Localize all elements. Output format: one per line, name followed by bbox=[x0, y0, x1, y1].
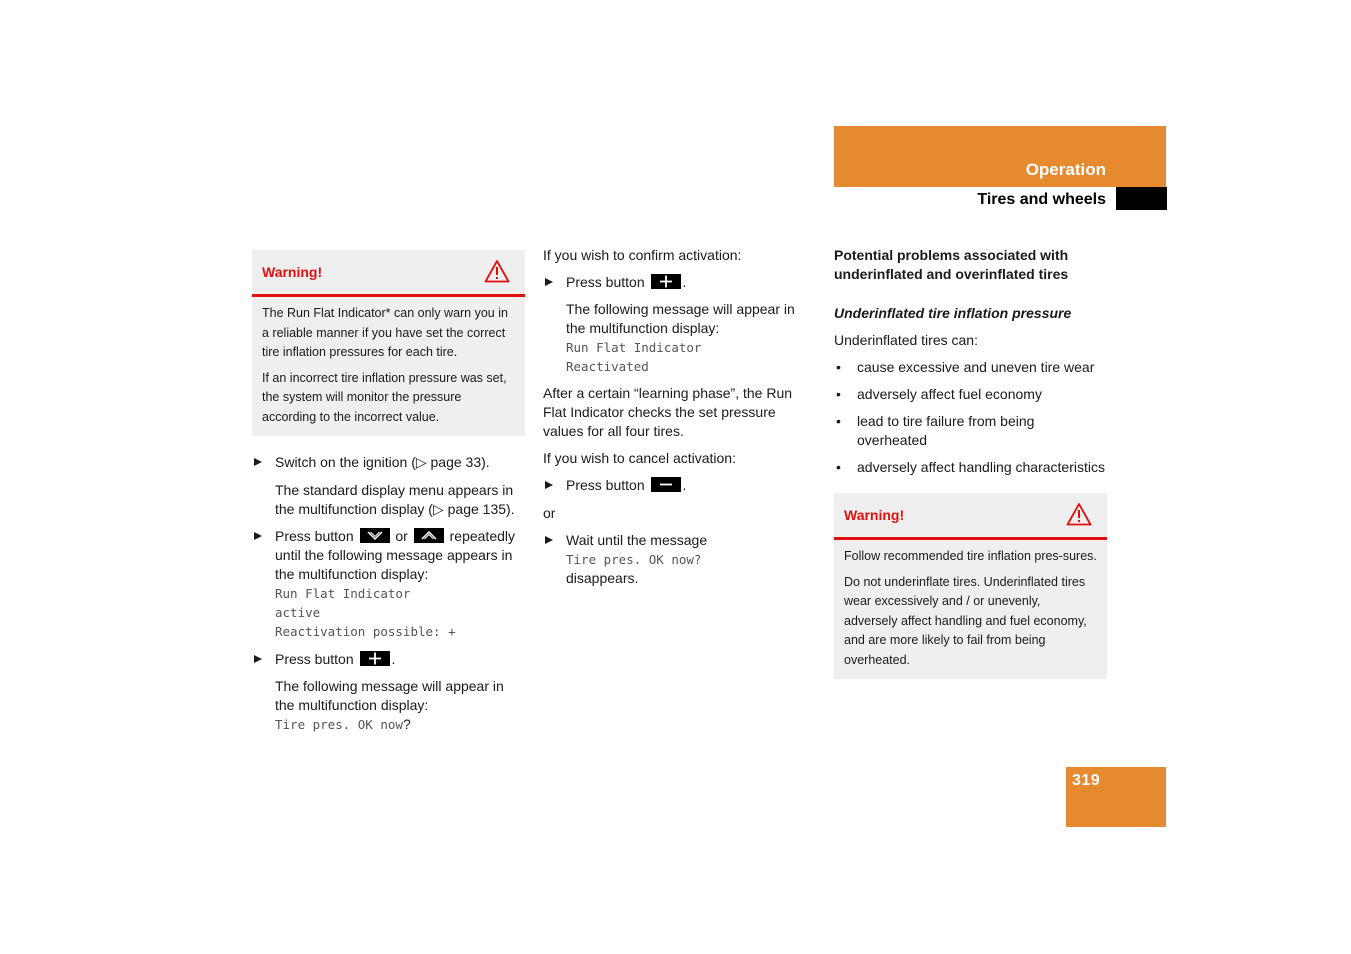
warning-body bbox=[252, 297, 525, 436]
list-item-text: adversely affect fuel economy bbox=[857, 386, 1042, 402]
step-switch-ignition bbox=[252, 453, 525, 472]
list-item-text: cause excessive and uneven tire wear bbox=[857, 359, 1095, 375]
step-text-part: . bbox=[682, 274, 687, 290]
step-text: Switch on the ignition (▷ page 33). bbox=[275, 454, 490, 470]
list-item-text: lead to tire failure from being overheated bbox=[857, 413, 1035, 448]
warning-title: Warning! bbox=[262, 264, 323, 280]
step-note-text: The standard display menu appears in the multifunction display (▷ page 135). bbox=[275, 482, 515, 517]
step-wait bbox=[543, 531, 808, 588]
warning-title: Warning! bbox=[844, 507, 905, 523]
paragraph-or: or bbox=[543, 505, 556, 521]
list-item-text: adversely affect handling characteristics bbox=[857, 459, 1105, 475]
bullet-icon: • bbox=[836, 459, 841, 475]
display-message: Run Flat Indicator bbox=[566, 340, 702, 355]
display-message: Tire pres. OK now bbox=[275, 717, 403, 732]
step-cancel-minus bbox=[543, 476, 808, 495]
paragraph: After a certain “learning phase”, the Run Flat Indicator checks the set pressure values for all four tires. bbox=[543, 385, 793, 439]
display-message: Reactivation possible: + bbox=[275, 624, 456, 639]
step-note-text: The following message will appear in the multifunction display: bbox=[566, 301, 795, 336]
step-arrow-icon bbox=[254, 655, 262, 663]
page-number-tab bbox=[1066, 767, 1166, 827]
step-text-part: . bbox=[682, 477, 687, 493]
header-band bbox=[834, 126, 1166, 187]
warning-box bbox=[252, 250, 525, 436]
paragraph: If you wish to confirm activation: bbox=[543, 247, 742, 263]
step-note bbox=[252, 481, 525, 519]
warning-paragraph: Follow recommended tire inflation pres-sures. bbox=[844, 549, 1097, 563]
down-button-icon bbox=[360, 528, 390, 543]
column-middle bbox=[543, 246, 808, 588]
section-heading: Potential problems associated with underinflated and overinflated tires bbox=[834, 247, 1069, 282]
plus-button-icon bbox=[360, 651, 390, 666]
minus-button-icon bbox=[651, 477, 681, 492]
step-press-plus bbox=[252, 650, 525, 669]
warning-paragraph: If an incorrect tire inflation pressure was set, the system will monitor the pressure according to the incorrect value. bbox=[262, 370, 507, 424]
step-text bbox=[275, 650, 525, 669]
warning-header bbox=[252, 250, 525, 297]
step-arrow-icon bbox=[545, 481, 553, 489]
step-text bbox=[566, 476, 808, 495]
list-item bbox=[834, 458, 1107, 477]
list-item bbox=[834, 385, 1107, 404]
paragraph: If you wish to cancel activation: bbox=[543, 450, 736, 466]
step-text bbox=[275, 527, 525, 584]
step-text-part: Press button bbox=[275, 528, 354, 544]
up-button-icon bbox=[414, 528, 444, 543]
plus-button-icon bbox=[651, 274, 681, 289]
step-arrow-icon bbox=[545, 278, 553, 286]
paragraph: Underinflated tires can: bbox=[834, 332, 978, 348]
step-text-part: Press button bbox=[566, 477, 645, 493]
display-message: active bbox=[275, 605, 321, 620]
warning-triangle-icon bbox=[484, 259, 510, 283]
warning-paragraph: The Run Flat Indicator* can only warn you in a reliable manner if you have set the correct tire inflation pressures for each tire. bbox=[262, 306, 508, 359]
bullet-icon: • bbox=[836, 359, 841, 375]
warning-body bbox=[834, 540, 1107, 679]
step-note-text: The following message will appear in the multifunction display: bbox=[275, 678, 504, 713]
step-text-part: Press button bbox=[275, 651, 354, 667]
step-text-part: Press button bbox=[566, 274, 645, 290]
step-text-part: or bbox=[395, 528, 408, 544]
step-confirm-plus bbox=[543, 273, 808, 292]
step-arrow-icon bbox=[254, 532, 262, 540]
step-text bbox=[566, 273, 808, 292]
step-arrow-icon bbox=[254, 458, 262, 466]
column-right bbox=[834, 246, 1107, 679]
warning-triangle-icon bbox=[1066, 502, 1092, 526]
step-press-arrows bbox=[252, 527, 525, 641]
step-note bbox=[543, 300, 808, 376]
display-message: Run Flat Indicator bbox=[275, 586, 411, 601]
step-text: disappears. bbox=[566, 570, 639, 586]
step-text-part: ? bbox=[402, 716, 411, 732]
list-item bbox=[834, 412, 1107, 450]
header-tab-marker bbox=[1116, 187, 1167, 210]
step-text-part: . bbox=[391, 651, 396, 667]
warning-header bbox=[834, 493, 1107, 540]
section-title: Operation bbox=[1025, 160, 1106, 179]
step-text: Wait until the message bbox=[566, 532, 708, 548]
bullet-icon: • bbox=[836, 413, 841, 429]
page-number: 319 bbox=[1072, 772, 1101, 789]
bullet-icon: • bbox=[836, 386, 841, 402]
subheading: Underinflated tire inflation pressure bbox=[834, 305, 1072, 321]
display-message: Tire pres. OK now? bbox=[566, 552, 702, 567]
step-arrow-icon bbox=[545, 536, 553, 544]
warning-box bbox=[834, 493, 1107, 679]
column-left bbox=[252, 250, 525, 734]
step-note bbox=[252, 677, 525, 734]
warning-paragraph: Do not underinflate tires. Underinflated tires wear excessively and / or unevenly, adversely affect handling and fuel economy, and are more likely to fail from being overheated. bbox=[844, 574, 1087, 667]
step-text-part: repeatedly until the following message appears in the multifunction display: bbox=[275, 528, 516, 582]
list-item bbox=[834, 358, 1107, 377]
subsection-title: Tires and wheels bbox=[977, 191, 1106, 208]
display-message: Reactivated bbox=[566, 359, 649, 374]
